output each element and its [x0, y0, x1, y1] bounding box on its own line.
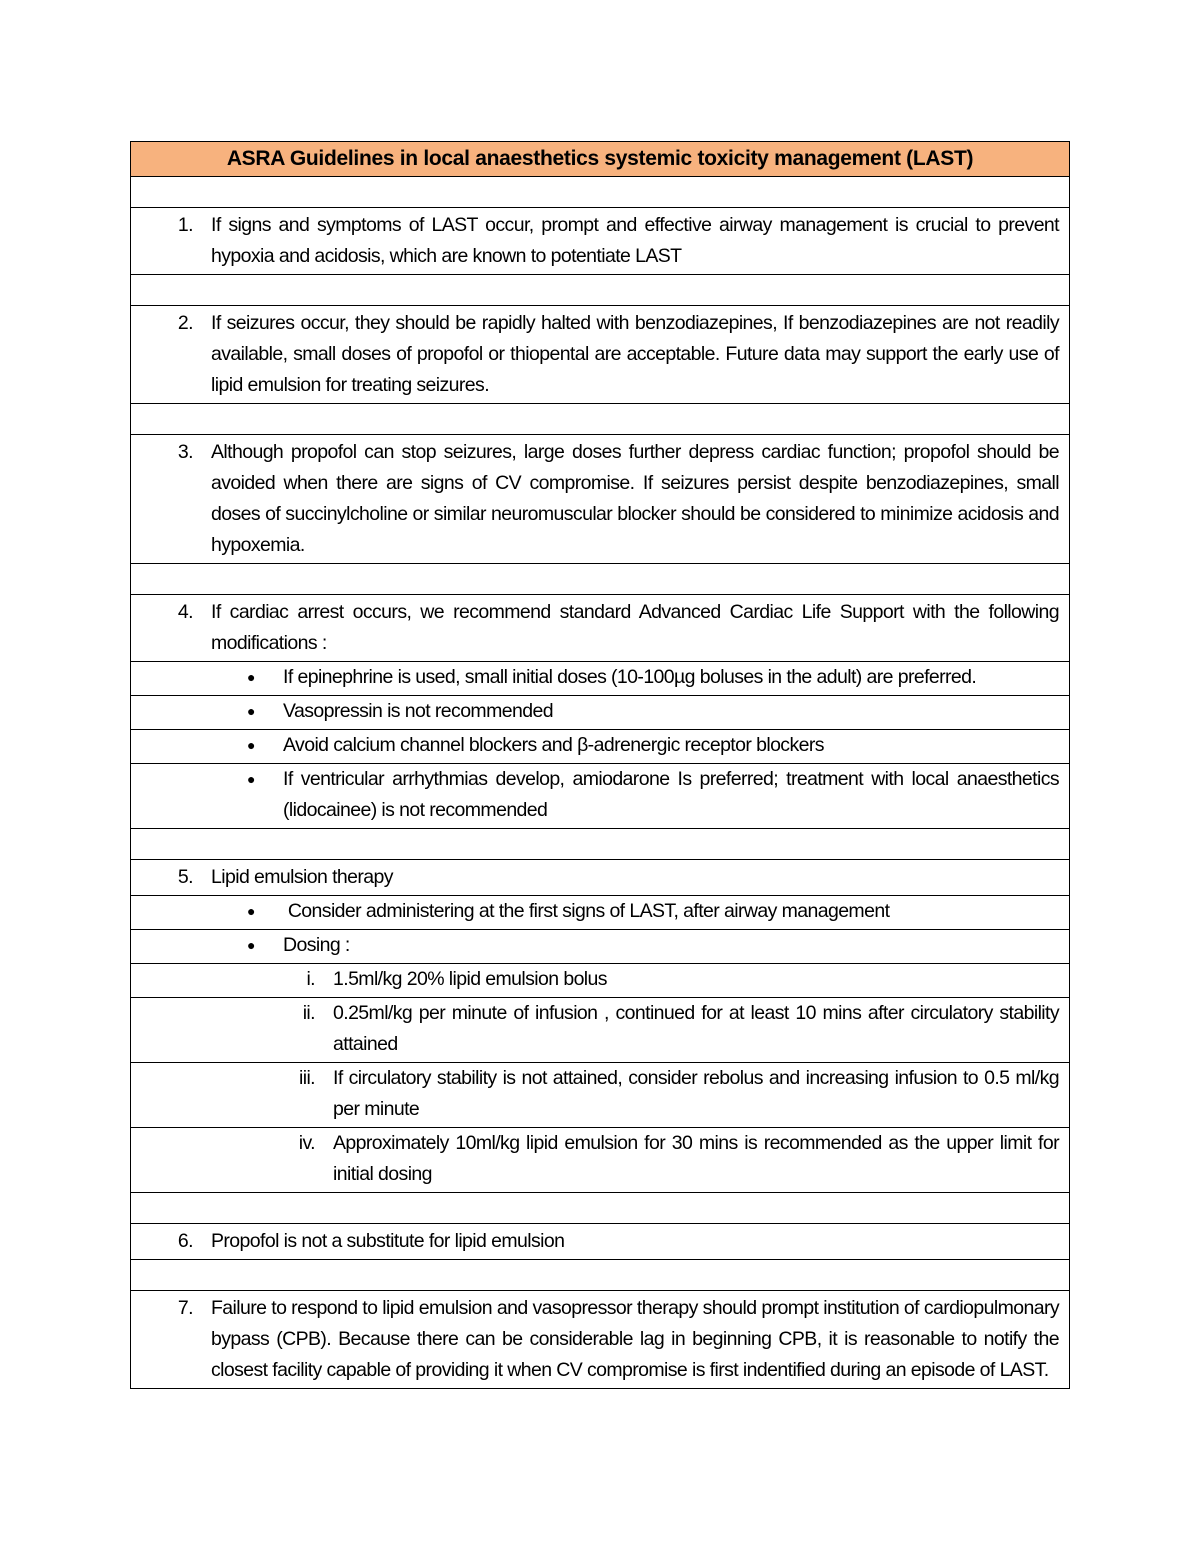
roman-item-ii [131, 997, 1069, 1062]
guidelines-table [130, 141, 1070, 1389]
bullet-icon: ● [247, 669, 255, 685]
numbered-item-7 [131, 1290, 1069, 1388]
roman-numeral: iii. [298, 1067, 315, 1089]
bullet-icon: ● [247, 737, 255, 753]
roman-text: Approximately 10ml/kg lipid emulsion for 30 mins is recommended as the upper limit for initial dosing [333, 1132, 1059, 1185]
numbered-item-2 [131, 305, 1069, 403]
blank-row [131, 274, 1069, 305]
numbered-item-4 [131, 594, 1069, 661]
numbered-item-3 [131, 434, 1069, 563]
numbered-item-1 [131, 207, 1069, 274]
numbered-item-6 [131, 1223, 1069, 1259]
item-number: 3. [177, 441, 193, 463]
table-title: ASRA Guidelines in local anaesthetics systemic toxicity management (LAST) [131, 142, 1069, 176]
item-number: 2. [177, 312, 193, 334]
blank-row [131, 403, 1069, 434]
bullet-text: If ventricular arrhythmias develop, amiodarone Is preferred; treatment with local anaesthetics (lidocainee) is not recommended [283, 768, 1059, 821]
bullet-icon: ● [247, 771, 255, 787]
item-text: If signs and symptoms of LAST occur, prompt and effective airway management is crucial to prevent hypoxia and acidosis, which are known to potentiate LAST [211, 214, 1059, 267]
item-number: 4. [177, 601, 193, 623]
bullet-text: Dosing : [283, 934, 350, 956]
roman-item-iii [131, 1062, 1069, 1127]
blank-row [131, 828, 1069, 859]
bullet-item [131, 695, 1069, 729]
bullet-item [131, 763, 1069, 828]
bullet-text: Consider administering at the first signs of LAST, after airway management [283, 900, 890, 922]
item-number: 6. [177, 1230, 193, 1252]
item-text: If cardiac arrest occurs, we recommend standard Advanced Cardiac Life Support with the following modifications : [211, 601, 1059, 654]
bullet-icon: ● [247, 937, 255, 953]
bullet-item [131, 929, 1069, 963]
bullet-text: Avoid calcium channel blockers and β-adrenergic receptor blockers [283, 734, 824, 756]
bullet-icon: ● [247, 903, 255, 919]
roman-numeral: i. [306, 968, 315, 990]
blank-row [131, 176, 1069, 207]
item-text: Lipid emulsion therapy [211, 866, 393, 888]
numbered-item-5 [131, 859, 1069, 895]
item-number: 5. [177, 866, 193, 888]
blank-row [131, 1259, 1069, 1290]
bullet-item [131, 895, 1069, 929]
item-number: 7. [177, 1297, 193, 1319]
roman-text: 0.25ml/kg per minute of infusion , continued for at least 10 mins after circulatory stability attained [333, 1002, 1059, 1055]
roman-numeral: ii. [302, 1002, 315, 1024]
roman-text: 1.5ml/kg 20% lipid emulsion bolus [333, 968, 607, 990]
roman-item-i [131, 963, 1069, 997]
item-text: Failure to respond to lipid emulsion and vasopressor therapy should prompt institution of cardiopulmonary bypass (CPB). Because there can be considerable lag in beginning CPB, it is reasonable to notify the closest facility capable of providing it when CV compromise is first indentified during an episode of LAST. [211, 1297, 1059, 1381]
item-text: If seizures occur, they should be rapidly halted with benzodiazepines, If benzodiazepines are not readily available, small doses of propofol or thiopental are acceptable. Future data may support the early use of lipid emulsion for treating seizures. [211, 312, 1059, 396]
item-number: 1. [177, 214, 193, 236]
item-text: Although propofol can stop seizures, large doses further depress cardiac function; propofol should be avoided when there are signs of CV compromise. If seizures persist despite benzodiazepines, small doses of succinylcholine or similar neuromuscular blocker should be considered to minimize acidosis and hypoxemia. [211, 441, 1059, 556]
bullet-text: If epinephrine is used, small initial doses (10-100µg boluses in the adult) are preferred. [283, 666, 977, 688]
bullet-icon: ● [247, 703, 255, 719]
roman-text: If circulatory stability is not attained, consider rebolus and increasing infusion to 0.5 ml/kg per minute [333, 1067, 1059, 1120]
bullet-item [131, 729, 1069, 763]
blank-row [131, 563, 1069, 594]
bullet-item [131, 661, 1069, 695]
bullet-text: Vasopressin is not recommended [283, 700, 553, 722]
roman-numeral: iv. [298, 1132, 315, 1154]
item-text: Propofol is not a substitute for lipid emulsion [211, 1230, 565, 1252]
roman-item-iv [131, 1127, 1069, 1192]
blank-row [131, 1192, 1069, 1223]
